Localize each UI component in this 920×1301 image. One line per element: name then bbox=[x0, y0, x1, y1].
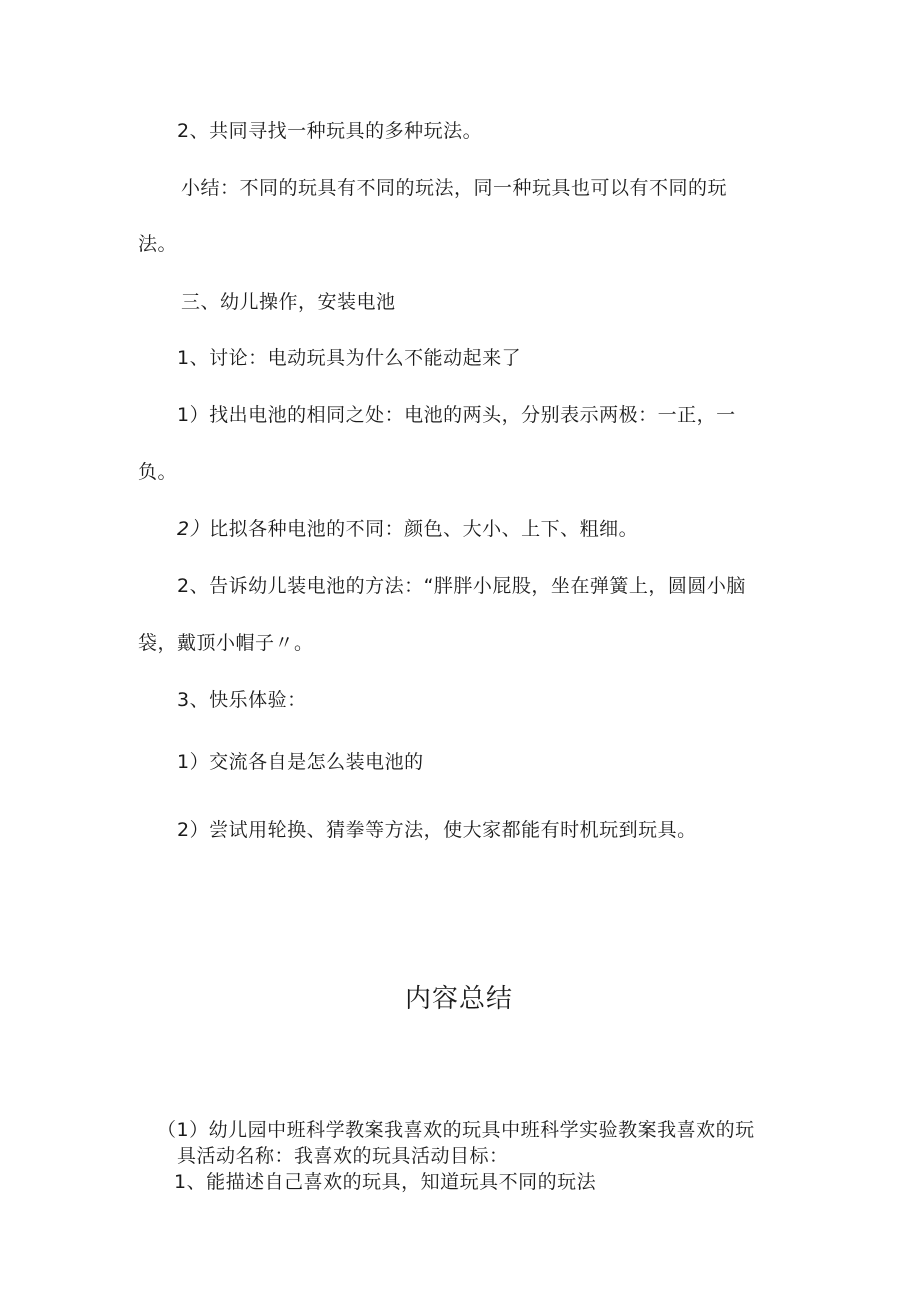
list-item-text: 比拟各种电池的不同：颜色、大小、上下、粗细。 bbox=[209, 518, 639, 540]
summary-line: 具活动名称：我喜欢的玩具活动目标： bbox=[177, 1145, 509, 1167]
paragraph-line: 1、讨论：电动玩具为什么不能动起来了 bbox=[177, 347, 522, 369]
section-heading: 三、幼儿操作，安装电池 bbox=[181, 291, 396, 313]
paragraph-line: 袋，戴顶小帽子〃。 bbox=[138, 632, 314, 654]
paragraph-line bbox=[177, 517, 638, 541]
paragraph-line: 1）交流各自是怎么装电池的 bbox=[177, 751, 424, 773]
paragraph-line: 2）尝试用轮换、猜拳等方法，使大家都能有时机玩到玩具。 bbox=[177, 819, 697, 841]
paragraph-line: 小结：不同的玩具有不同的玩法，同一种玩具也可以有不同的玩 bbox=[181, 177, 728, 199]
paragraph-line: 1）找出电池的相同之处：电池的两头，分别表示两极：一正，一 bbox=[177, 404, 736, 426]
summary-title: 内容总结 bbox=[405, 984, 514, 1014]
paragraph-line: 法。 bbox=[138, 233, 178, 255]
paragraph-line: 3、快乐体验： bbox=[177, 689, 307, 711]
summary-line: 1、能描述自己喜欢的玩具，知道玩具不同的玩法 bbox=[174, 1171, 597, 1193]
paragraph-line: 负。 bbox=[138, 461, 178, 483]
paragraph-line: 2、共同寻找一种玩具的多种玩法。 bbox=[177, 120, 483, 142]
list-marker: 2） bbox=[177, 518, 210, 540]
summary-line: （1）幼儿园中班科学教案我喜欢的玩具中班科学实验教案我喜欢的玩 bbox=[157, 1119, 755, 1141]
paragraph-line: 2、告诉幼儿装电池的方法：“胖胖小屁股，坐在弹簧上，圆圆小脑 bbox=[177, 575, 746, 597]
